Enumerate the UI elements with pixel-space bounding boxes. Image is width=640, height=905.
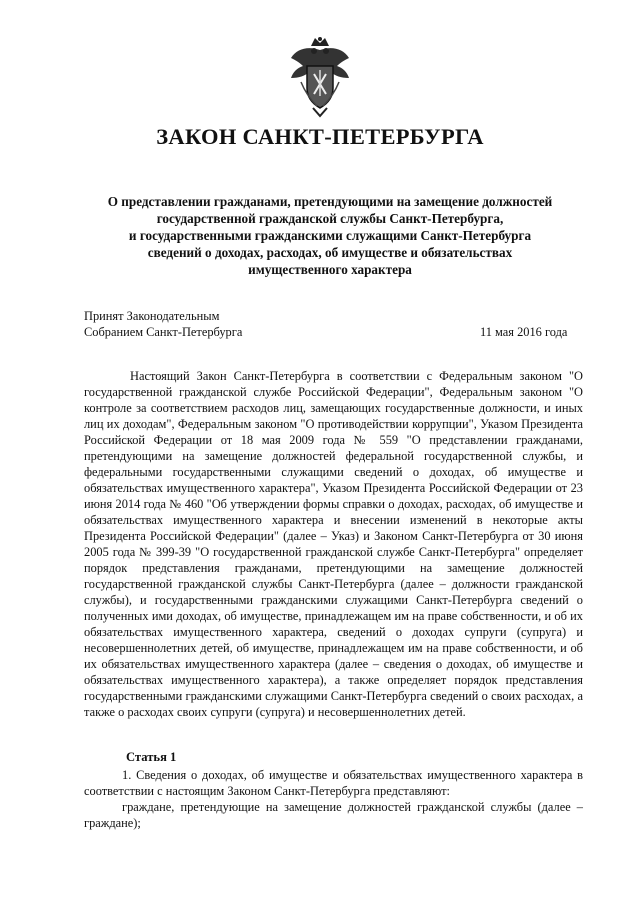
article-1-paragraph: 1. Сведения о доходах, об имуществе и обязательствах имущественного характера в соответствии с настоящим Законом Санкт-Петербурга представляют: [84,768,583,798]
saint-petersburg-coat-of-arms-icon [287,36,353,118]
adoption-note [84,308,242,340]
adoption-date: 11 мая 2016 года [480,325,568,339]
adoption-line: Собранием Санкт-Петербурга [84,325,243,339]
subject-line: государственной гражданской службы Санкт-Петербурга, [156,211,504,226]
subject-line: О представлении гражданами, претендующими на замещение должностей [107,194,553,209]
law-subject [80,193,580,278]
subject-line: сведений о доходах, расходах, об имуществе и обязательствах [147,245,513,260]
law-title: ЗАКОН САНКТ-ПЕТЕРБУРГА [156,124,484,149]
subject-line: имущественного характера [248,262,412,277]
subject-line: и государственными гражданскими служащими Санкт-Петербурга [128,228,532,243]
adoption-line: Принят Законодательным [84,309,220,323]
preamble-paragraph: Настоящий Закон Санкт-Петербурга в соответствии с Федеральным законом "О государственной гражданской службе Российской Федерации", Федеральным законом "О контроле за соответствием расходов лиц, замещающих государственные должности, и иных лиц их доходам", Федеральным законом "О противодействии коррупции", Указом Президента Российской Федерации от 18 мая 2009 года № 559 "О представлении гражданами, претендующими на замещение должностей федеральной государственной службы, и федеральными государственными служащими сведений о доходах, об имуществе и обязательствах имущественного характера", Указом Президента Российской Федерации от 23 июня 2014 года № 460 "Об утверждении формы справки о доходах, расходах, об имуществе и обязательствах имущественного характера и внесении изменений в некоторые акты Президента Российской Федерации" (далее – Указ) и Законом Санкт-Петербурга от 30 июня 2005 года № 399-39 "О государственной гражданской службе Санкт-Петербурга" определяет порядок представления гражданами, претендующими на замещение должностей государственной гражданской службы Санкт-Петербурга (далее – должности гражданской службы), и государственными гражданскими служащими Санкт-Петербурга сведений о полученных ими доходах, об имуществе, принадлежащем им на праве собственности, и об их обязательствах имущественного характера, сведений о доходах супруги (супруга) и несовершеннолетних детей, об имуществе, принадлежащем им на праве собственности, и об их обязательствах имущественного характера (далее – сведения о доходах, об имуществе и обязательствах имущественного характера), а также определяет порядок представления государственными гражданскими служащими Санкт-Петербурга сведений о своих расходах, а также о расходах своих супруги (супруга) и несовершеннолетних детей. [84,369,583,719]
article-1-heading: Статья 1 [126,750,177,764]
article-1-paragraph: граждане, претендующие на замещение должностей гражданской службы (далее – граждане); [84,800,583,830]
